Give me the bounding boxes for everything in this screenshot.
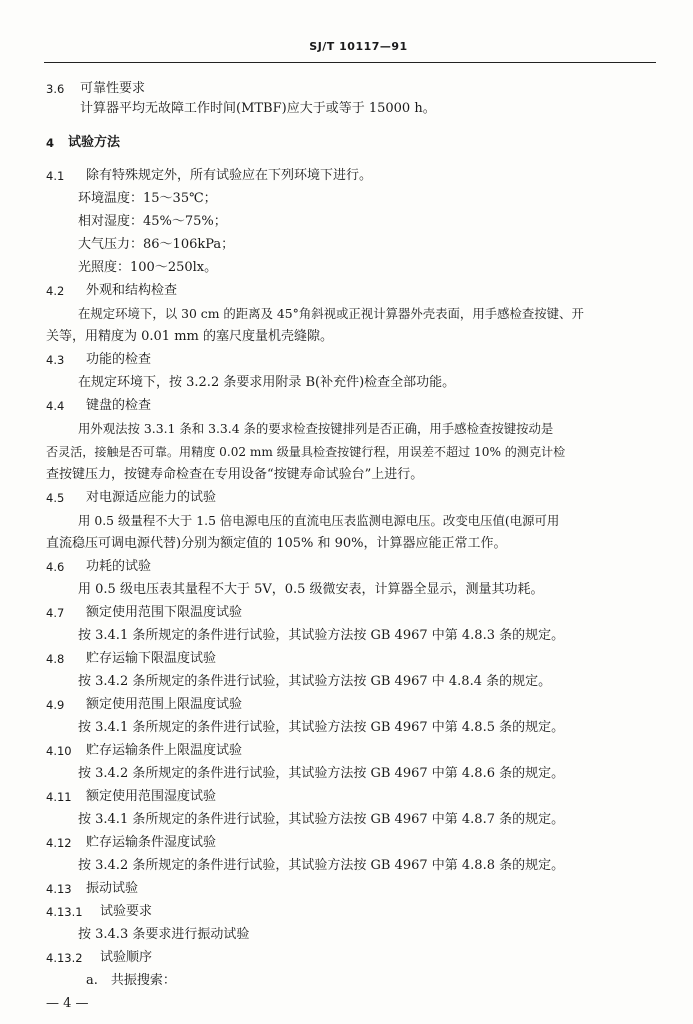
standard-number: SJ/T 10117—91 [309,40,408,53]
body-text: 用 0.5 级电压表其量程不大于 5V，0.5 级微安表，计算器全显示，测量其功耗。 [78,582,544,597]
header-rule [44,62,656,63]
body-text: 查按键压力，按键寿命检查在专用设备“按键寿命试验台”上进行。 [46,467,424,482]
list-item: a. 共振搜索： [86,973,176,988]
section-number: 4.13.2 [46,951,83,965]
page-header [0,40,693,53]
section-heading: 对电源适应能力的试验 [86,490,217,505]
section-number: 4.13.1 [46,905,83,919]
section-heading: 贮存运输条件湿度试验 [86,835,217,850]
body-text: 按 3.4.3 条要求进行振动试验 [78,927,250,942]
body-text: 直流稳压可调电源代替)分别为额定值的 105% 和 90%，计算器应能正常工作。 [46,536,507,551]
section-number: 4.1 [46,169,65,183]
section-number: 4.11 [46,790,72,804]
section-number: 4.9 [46,698,65,712]
section-number: 4.3 [46,353,65,367]
body-text: 按 3.4.1 条所规定的条件进行试验，其试验方法按 GB 4967 中第 4.8.5 条的规定。 [78,720,565,735]
section-heading: 振动试验 [86,881,139,896]
section-number: 4.12 [46,836,72,850]
list-item: 光照度：100～250lx。 [78,260,218,275]
section-number: 4 [46,136,55,150]
section-number: 4.6 [46,560,65,574]
body-text: 按 3.4.2 条所规定的条件进行试验，其试验方法按 GB 4967 中第 4.8.8 条的规定。 [78,858,565,873]
list-item: 大气压力：86～106kPa； [78,237,235,252]
list-item: 环境温度：15～35℃； [78,191,217,206]
section-heading: 除有特殊规定外，所有试验应在下列环境下进行。 [86,168,373,183]
section-heading: 功耗的试验 [86,559,152,574]
body-text: 用 0.5 级量程不大于 1.5 倍电源电压的直流电压表监测电源电压。改变电压值(电源可用 [78,513,560,528]
section-heading: 额定使用范围湿度试验 [86,789,217,804]
section-heading: 可靠性要求 [80,81,146,96]
section-heading: 试验要求 [100,904,153,919]
section-number: 4.2 [46,284,65,298]
section-heading: 额定使用范围上限温度试验 [86,697,243,712]
section-heading: 贮存运输下限温度试验 [86,651,217,666]
body-text: 按 3.4.1 条所规定的条件进行试验，其试验方法按 GB 4967 中第 4.8.3 条的规定。 [78,628,565,643]
section-heading: 功能的检查 [86,352,152,367]
section-number: 4.7 [46,606,65,620]
section-number: 4.13 [46,882,72,896]
body-text: 按 3.4.1 条所规定的条件进行试验，其试验方法按 GB 4967 中第 4.8.7 条的规定。 [78,812,565,827]
section-heading: 试验方法 [68,135,121,150]
body-text: 按 3.4.2 条所规定的条件进行试验，其试验方法按 GB 4967 中 4.8.4 条的规定。 [78,674,552,689]
page-number: — 4 — [46,996,89,1011]
body-text: 在规定环境下，按 3.2.2 条要求用附录 B(补充件)检查全部功能。 [78,375,456,390]
body-text: 否灵活，接触是否可靠。用精度 0.02 mm 级量具检查按键行程，用误差不超过 10% 的测克计检 [46,445,566,459]
section-heading: 额定使用范围下限温度试验 [86,605,243,620]
body-text: 计算器平均无故障工作时间(MTBF)应大于或等于 15000 h。 [80,101,436,116]
body-text: 关等，用精度为 0.01 mm 的塞尺度量机壳缝隙。 [46,329,333,344]
body-text: 用外观法按 3.3.1 条和 3.3.4 条的要求检查按键排列是否正确，用手感检查按键按动是 [78,421,554,436]
section-number: 4.10 [46,744,72,758]
section-number: 3.6 [46,82,65,96]
section-number: 4.5 [46,491,65,505]
section-heading: 试验顺序 [100,950,153,965]
body-text: 在规定环境下，以 30 cm 的距离及 45°角斜视或正视计算器外壳表面，用手感检查按键、开 [78,306,584,321]
body-text: 按 3.4.2 条所规定的条件进行试验，其试验方法按 GB 4967 中第 4.8.6 条的规定。 [78,766,565,781]
section-number: 4.8 [46,652,65,666]
section-heading: 贮存运输条件上限温度试验 [86,743,243,758]
section-heading: 键盘的检查 [86,398,152,413]
section-heading: 外观和结构检查 [86,283,178,298]
list-item: 相对湿度：45%～75%； [78,214,227,229]
section-number: 4.4 [46,399,65,413]
